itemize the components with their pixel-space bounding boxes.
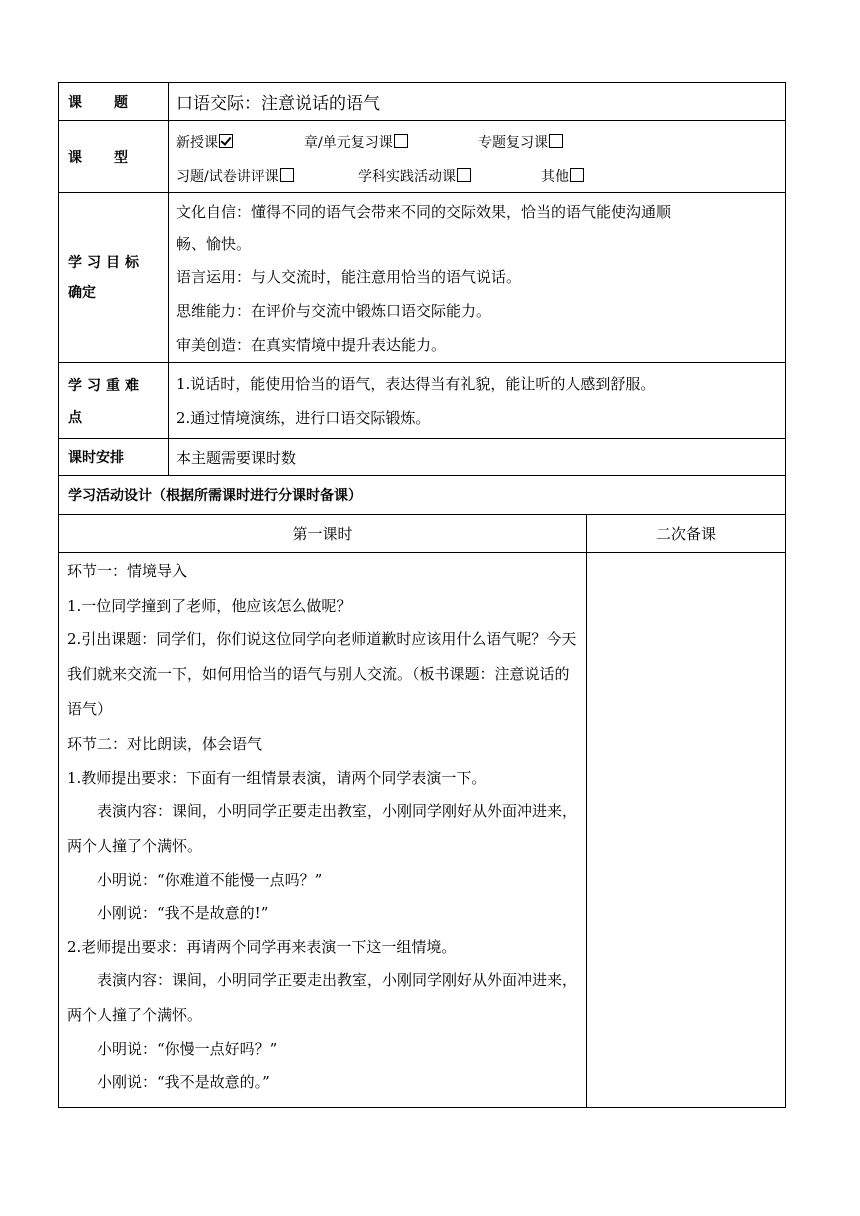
- schedule-row: [59, 439, 786, 476]
- activity-header-row: [59, 476, 786, 515]
- checkbox-icon[interactable]: [457, 168, 471, 182]
- key-points-label: 学习重难 点: [59, 363, 169, 439]
- topic-row: [59, 83, 786, 121]
- lesson-paragraph: 表演内容：课间，小明同学正要走出教室，小刚同学刚好从外面冲进来，两个人撞了个满怀。: [67, 802, 578, 855]
- goals-content: 文化自信：懂得不同的语气会带来不同的交际效果，恰当的语气能使沟通顺 畅、愉快。 语言运用：与人交流时，能注意用恰当的语气说话。 思维能力：在评价与交流中锻炼口语交际能力。 审美创造：在真实情境中提升表达能力。: [169, 193, 786, 363]
- type-option-topic-review[interactable]: 专题复习课: [478, 132, 563, 152]
- schedule-label: 课时安排: [59, 439, 169, 476]
- first-lesson-content: [59, 553, 587, 1108]
- checkbox-icon[interactable]: [280, 168, 294, 182]
- lesson-paragraph: 1.一位同学撞到了老师，他应该怎么做呢？: [67, 597, 352, 615]
- lesson-paragraph: 1.教师提出要求：下面有一组情景表演，请两个同学表演一下。: [67, 769, 487, 787]
- checkbox-checked-icon[interactable]: [219, 134, 233, 148]
- lesson-paragraph: 环节二：对比朗读，体会语气: [67, 735, 263, 753]
- goals-label: 学习目标 确定: [59, 193, 169, 363]
- lesson-paragraph: 小明说：“你慢一点好吗？”: [97, 1040, 278, 1058]
- checkbox-icon[interactable]: [549, 134, 563, 148]
- checkbox-icon[interactable]: [570, 168, 584, 182]
- type-option-exam-review[interactable]: 习题/试卷讲评课: [176, 166, 294, 186]
- key-points-row: [59, 363, 786, 439]
- activity-header: 学习活动设计（根据所需课时进行分课时备课）: [59, 476, 786, 515]
- lesson-paragraph: 小刚说：“我不是故意的!”: [97, 904, 269, 922]
- schedule-value: 本主题需要课时数: [169, 439, 786, 476]
- type-option-unit-review[interactable]: 章/单元复习课: [304, 132, 408, 152]
- lesson-paragraph: 2.引出课题：同学们，你们说这位同学向老师道歉时应该用什么语气呢？今天我们就来交流一下，如何用恰当的语气与别人交流。（板书课题：注意说话的语气）: [67, 630, 577, 718]
- goals-row: [59, 193, 786, 363]
- key-points-content: 1.说话时，能使用恰当的语气，表达得当有礼貌，能让听的人感到舒服。 2.通过情境演练，进行口语交际锻炼。: [169, 363, 786, 439]
- type-label: 课 型: [59, 121, 169, 193]
- lesson-content-row: [59, 553, 786, 1108]
- checkbox-icon[interactable]: [394, 134, 408, 148]
- second-prep-header: 二次备课: [587, 515, 786, 553]
- lesson-paragraph: 环节一：情境导入: [67, 562, 188, 580]
- topic-value: 口语交际：注意说话的语气: [169, 83, 786, 121]
- lesson-body: [67, 553, 578, 1100]
- lesson-paragraph: 2.老师提出要求：再请两个同学再来表演一下这一组情境。: [67, 938, 457, 956]
- first-lesson-header: 第一课时: [59, 515, 587, 553]
- topic-label: 课 题: [59, 83, 169, 121]
- lesson-plan-table: [58, 82, 786, 1108]
- lesson-paragraph: 小明说：“你难道不能慢一点吗？”: [97, 871, 323, 889]
- type-option-practice[interactable]: 学科实践活动课: [358, 166, 471, 186]
- type-options: [169, 121, 786, 193]
- lesson-paragraph: 表演内容：课间，小明同学正要走出教室，小刚同学刚好从外面冲进来，两个人撞了个满怀。: [67, 971, 578, 1024]
- second-prep-content: [587, 553, 786, 1108]
- lesson-column-header-row: [59, 515, 786, 553]
- type-option-other[interactable]: 其他: [541, 166, 584, 186]
- lesson-paragraph: 小刚说：“我不是故意的。”: [97, 1073, 270, 1091]
- type-option-new[interactable]: 新授课: [176, 132, 233, 152]
- type-row: [59, 121, 786, 193]
